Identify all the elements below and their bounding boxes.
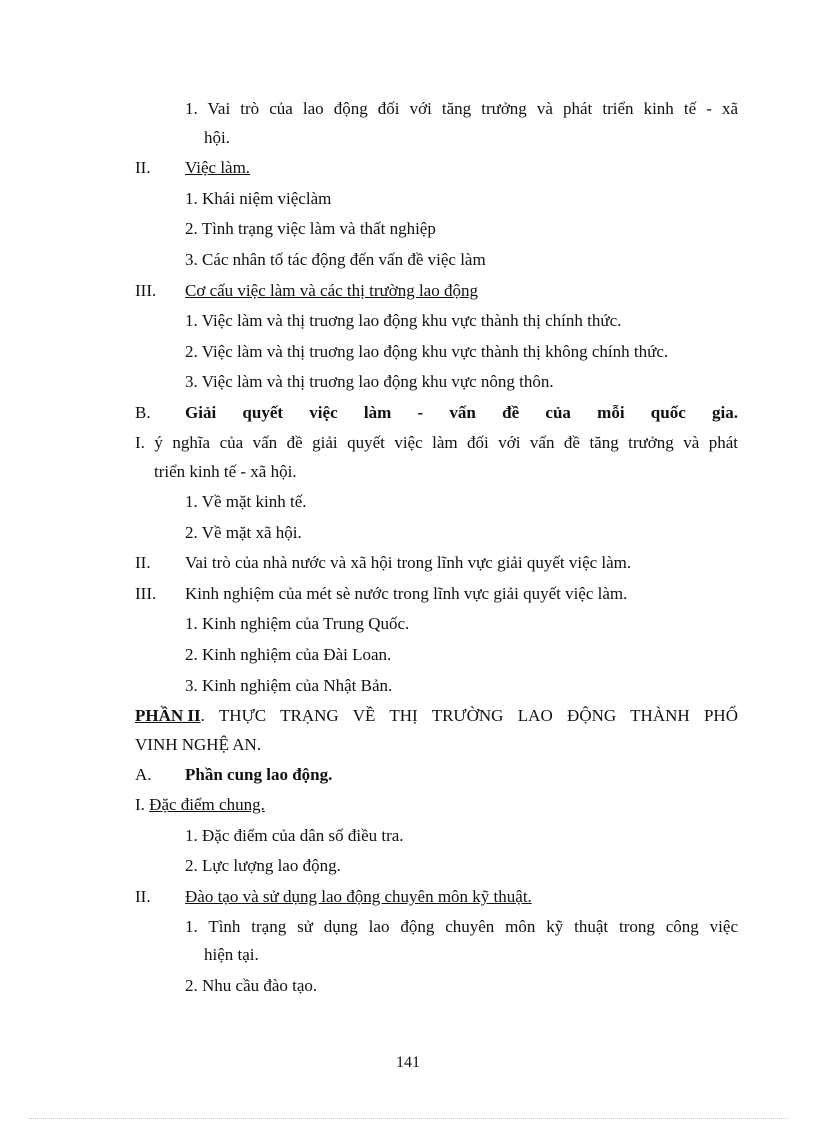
toc-entry: 2. Kinh nghiệm của Đài Loan. [185,645,392,664]
toc-entry: 1. Kinh nghiệm của Trung Quốc. [185,614,410,633]
toc-heading-line: I. Đặc điểm chung. [135,795,265,814]
toc-label: II. [135,887,151,906]
toc-heading: Phần cung lao động. [185,765,333,784]
footer-divider [28,1118,788,1119]
toc-entry: 3. Việc làm và thị truơng lao động khu vực nông thôn. [185,372,554,391]
part-heading-line [135,705,738,727]
part-title-continued: VINH NGHỆ AN. [135,735,262,754]
toc-label: III. [135,584,157,603]
toc-entry: 1. Vai trò của lao động đối với tăng trưởng và phát triển kinh tế - xã [185,99,738,118]
toc-entry: 2. Về mặt xã hội. [185,523,302,542]
toc-label: III. [135,281,157,300]
toc-entry: 3. Kinh nghiệm của Nhật Bản. [185,676,393,695]
toc-entry: 1. Tình trạng sử dụng lao động chuyên môn kỹ thuật trong công việc [185,917,738,936]
toc-heading: Đào tạo và sử dụng lao động chuyên môn kỹ thuật. [185,887,532,906]
part-label: PHẦN II [135,706,201,725]
toc-entry: triển kinh tế - xã hội. [154,462,297,481]
toc-heading: Cơ cấu việc làm và các thị trường lao động [185,281,478,300]
toc-entry: 1. Khái niệm việclàm [185,189,332,208]
toc-label: B. [135,403,151,422]
toc-heading: Việc làm. [185,158,251,177]
toc-entry: 2. Tình trạng việc làm và thất nghiệp [185,219,436,238]
toc-entry: 2. Nhu cầu đào tạo. [185,976,318,995]
toc-label: A. [135,765,152,784]
toc-label: II. [135,158,151,177]
toc-entry: 1. Đặc điểm của dân số điều tra. [185,826,404,845]
toc-entry: Vai trò của nhà nước và xã hội trong lĩnh vực giải quyết việc làm. [185,553,632,572]
toc-entry: hội. [204,128,230,147]
toc-entry: I. ý nghĩa của vấn đề giải quyết việc làm đối với vấn đề tăng trưởng và phát [135,433,738,452]
toc-entry: 1. Về mặt kinh tế. [185,492,307,511]
toc-heading: Giải quyết việc làm - vấn đề của mỗi quốc gia. [185,403,738,422]
toc-entry: Kinh nghiệm của mét sè nước trong lĩnh vực giải quyết việc làm. [185,584,628,603]
toc-entry: hiện tại. [204,945,259,964]
toc-label: II. [135,553,151,572]
toc-entry: 2. Việc làm và thị truơng lao động khu vực thành thị không chính thức. [185,342,669,361]
toc-entry: 2. Lực lượng lao động. [185,856,341,875]
toc-heading: Đặc điểm chung. [149,795,265,814]
part-title: . THỰC TRẠNG VỀ THỊ TRƯỜNG LAO ĐỘNG THÀNH PHỐ [200,706,738,725]
page-number: 141 [396,1054,420,1071]
toc-entry: 1. Việc làm và thị truơng lao động khu vực thành thị chính thức. [185,311,622,330]
toc-entry: 3. Các nhân tố tác động đến vấn đề việc làm [185,250,486,269]
